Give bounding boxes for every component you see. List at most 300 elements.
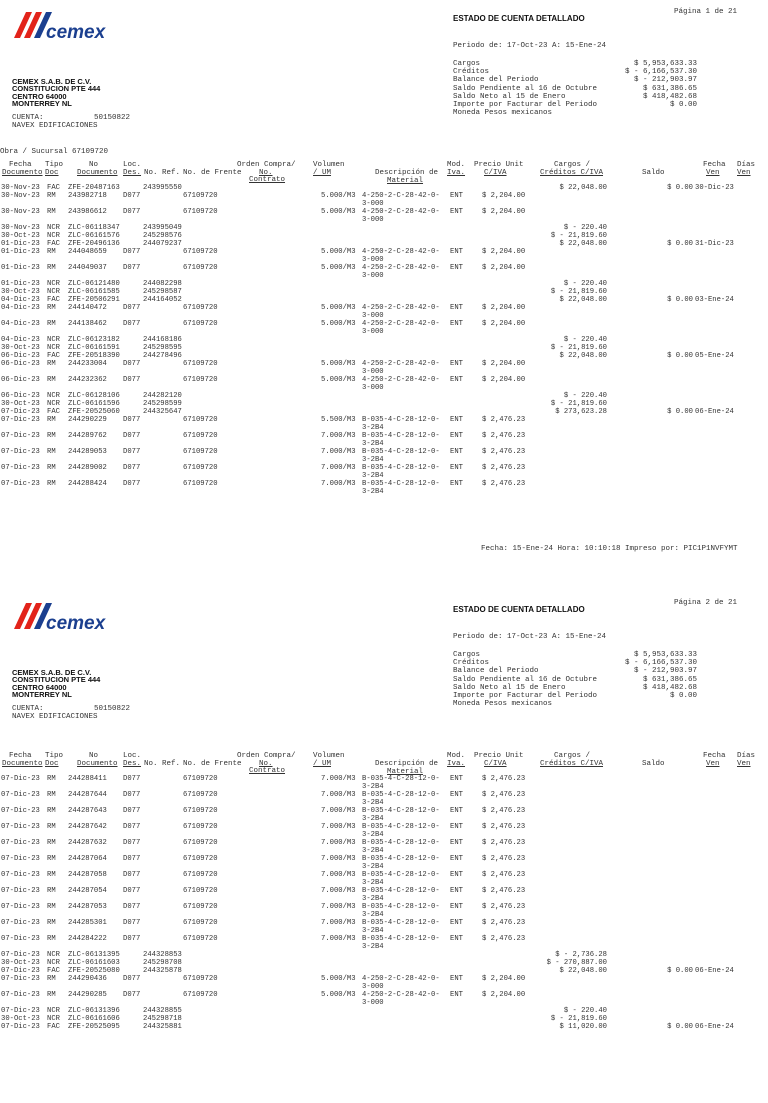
col-header-descripcion	[375, 761, 438, 776]
cell-tipo: FAC	[47, 352, 60, 360]
cell-mod: ENT	[450, 975, 463, 983]
table-row	[0, 320, 768, 336]
table-row	[0, 807, 768, 823]
cell-precio: $ 2,476.23	[482, 432, 526, 440]
company-line: CENTRO 64000	[12, 91, 67, 101]
cell-desc: B-035-4-C-28-12-0-3-2B4	[362, 416, 440, 432]
cell-precio: $ 2,204.00	[482, 975, 526, 983]
header-text: Iva.	[447, 168, 466, 177]
cell-no: 244288411	[68, 775, 107, 783]
cell-tipo: RM	[47, 991, 56, 999]
cell-precio: $ 2,476.23	[482, 807, 526, 815]
cell-desc: 4-250-2-C-28-42-0-3-000	[362, 320, 440, 336]
company-line: CEMEX S.A.B. DE C.V.	[12, 668, 92, 677]
table-row	[0, 919, 768, 935]
summary-value: $ 418,482.68	[642, 683, 697, 692]
cell-fecha: 30-Nov-23	[1, 208, 40, 216]
header-text: Tipo	[45, 752, 64, 760]
header-text: / UM	[313, 759, 332, 768]
cell-cargos: $ - 21,819.60	[550, 232, 607, 240]
cell-ref: 244168186	[143, 336, 182, 344]
table-row	[0, 1024, 768, 1032]
cell-cargos: $ 22,048.00	[559, 296, 607, 304]
account-label: CUENTA:	[12, 114, 44, 122]
cell-tipo: NCR	[47, 1015, 60, 1023]
cell-precio: $ 2,204.00	[482, 208, 526, 216]
header-text: Fecha	[9, 161, 32, 169]
cell-precio: $ 2,204.00	[482, 304, 526, 312]
table-row	[0, 975, 768, 991]
cell-precio: $ 2,476.23	[482, 416, 526, 424]
header-text: No. Ref.	[144, 169, 181, 177]
cell-loc: D077	[123, 432, 141, 440]
header-text: C/IVA	[484, 168, 507, 177]
cell-mod: ENT	[450, 855, 463, 863]
cell-loc: D077	[123, 480, 141, 488]
header-text: Contrato	[249, 767, 286, 775]
cell-tipo: RM	[47, 432, 56, 440]
cell-tipo: NCR	[47, 400, 60, 408]
header-text: Fecha	[703, 161, 726, 169]
cell-desc: B-035-4-C-28-12-0-3-2B4	[362, 464, 440, 480]
company-line: MONTERREY NL	[12, 99, 72, 109]
cell-desc: 4-250-2-C-28-42-0-3-000	[362, 304, 440, 320]
cell-precio: $ 2,476.23	[482, 887, 526, 895]
svg-text:cemex: cemex	[46, 22, 106, 43]
cell-vol: 7.000/M3	[321, 871, 356, 879]
cell-fecha: 07-Dic-23	[1, 887, 40, 895]
summary-label: Importe por Facturar del Periodo	[453, 692, 598, 701]
cell-fecha: 07-Dic-23	[1, 935, 40, 943]
cell-desc: 4-250-2-C-28-42-0-3-000	[362, 248, 440, 264]
cell-mod: ENT	[450, 248, 463, 256]
cell-vol: 5.000/M3	[321, 192, 356, 200]
cell-cargos: $ - 270,887.00	[546, 959, 607, 967]
cell-cargos: $ - 2,736.28	[555, 951, 607, 959]
header-text: Descripción de	[375, 169, 439, 177]
cell-frente: 67109720	[183, 464, 218, 472]
cell-ref: 244082298	[143, 280, 182, 288]
cell-mod: ENT	[450, 464, 463, 472]
summary-label: Cargos	[453, 651, 481, 659]
cell-fecha: 07-Dic-23	[1, 871, 40, 879]
cell-tipo: RM	[47, 264, 56, 272]
cell-fecha: 30-Nov-23	[1, 184, 40, 192]
header-text: No	[89, 752, 99, 760]
col-header-fecha-ven	[703, 162, 726, 177]
cell-mod: ENT	[450, 480, 463, 488]
cell-loc: D077	[123, 264, 141, 272]
cell-no: 244287642	[68, 823, 107, 831]
cell-ref: 245298718	[143, 1015, 182, 1023]
cemex-logo-icon	[12, 8, 122, 42]
header-text: Saldo	[642, 169, 665, 177]
cell-mod: ENT	[450, 839, 463, 847]
cell-precio: $ 2,476.23	[482, 871, 526, 879]
cell-tipo: RM	[47, 919, 56, 927]
cell-tipo: RM	[47, 416, 56, 424]
cell-precio: $ 2,204.00	[482, 376, 526, 384]
table-row	[0, 935, 768, 951]
cell-fecha: 07-Dic-23	[1, 1007, 40, 1015]
header-text: Precio Unit	[474, 161, 524, 169]
cell-tipo: RM	[47, 360, 56, 368]
cell-frente: 67109720	[183, 208, 218, 216]
col-header-fecha	[2, 162, 43, 177]
cell-mod: ENT	[450, 432, 463, 440]
cell-precio: $ 2,476.23	[482, 919, 526, 927]
cell-fecha: 01-Dic-23	[1, 248, 40, 256]
cell-precio: $ 2,476.23	[482, 448, 526, 456]
cell-frente: 67109720	[183, 248, 218, 256]
cell-tipo: NCR	[47, 344, 60, 352]
cell-fecha: 06-Dic-23	[1, 360, 40, 368]
cell-frente: 67109720	[183, 775, 218, 783]
cell-no: 244289002	[68, 464, 107, 472]
summary-value: $ 0.00	[669, 692, 697, 701]
cell-mod: ENT	[450, 775, 463, 783]
header-text: Ven	[737, 759, 751, 768]
cell-mod: ENT	[450, 935, 463, 943]
company-line: CONSTITUCION PTE 444	[12, 675, 101, 685]
cell-fecha: 07-Dic-23	[1, 416, 40, 424]
cell-no: 244287053	[68, 903, 107, 911]
cell-tipo: RM	[47, 975, 56, 983]
cell-tipo: RM	[47, 935, 56, 943]
cell-no: 244138462	[68, 320, 107, 328]
summary-label: Balance del Periodo	[453, 76, 539, 85]
table-row	[0, 248, 768, 264]
cell-tipo: RM	[47, 807, 56, 815]
cell-mod: ENT	[450, 887, 463, 895]
summary-label: Moneda Pesos mexicanos	[453, 109, 553, 118]
cell-fecha: 07-Dic-23	[1, 480, 40, 488]
summary-value: $ - 6,166,537.30	[624, 659, 697, 668]
cell-tipo: RM	[47, 192, 56, 200]
cell-precio: $ 2,204.00	[482, 991, 526, 999]
cell-fecha: 30-Oct-23	[1, 959, 40, 967]
col-header-cargos	[540, 162, 603, 177]
company-line: CEMEX S.A.B. DE C.V.	[12, 77, 92, 86]
cell-desc: B-035-4-C-28-12-0-3-2B4	[362, 903, 440, 919]
cell-loc: D077	[123, 360, 141, 368]
cell-saldo: $ 0.00	[667, 408, 693, 416]
col-header-orden-compra	[237, 753, 296, 776]
table-row	[0, 823, 768, 839]
header-text: Loc.	[123, 752, 142, 760]
header-text: Ven	[706, 759, 720, 768]
col-header-mod-iva	[447, 162, 465, 177]
cell-precio: $ 2,476.23	[482, 839, 526, 847]
cell-fecha: 04-Dic-23	[1, 336, 40, 344]
cell-cargos: $ 11,020.00	[559, 1023, 607, 1031]
cell-fecha: 30-Oct-23	[1, 400, 40, 408]
cell-frente: 67109720	[183, 360, 218, 368]
cell-vol: 7.000/M3	[321, 807, 356, 815]
cell-tipo: NCR	[47, 336, 60, 344]
cell-tipo: RM	[47, 208, 56, 216]
cell-desc: 4-250-2-C-28-42-0-3-000	[362, 975, 440, 991]
cell-tipo: RM	[47, 871, 56, 879]
header-text: Descripción de	[375, 760, 439, 768]
cell-mod: ENT	[450, 448, 463, 456]
cell-vol: 5.000/M3	[321, 208, 356, 216]
header-text: Ven	[737, 168, 751, 177]
cell-vol: 7.000/M3	[321, 823, 356, 831]
cell-desc: B-035-4-C-28-12-0-3-2B4	[362, 855, 440, 871]
col-header-dias-ven	[737, 162, 755, 177]
cell-no: ZLC-06161585	[68, 288, 120, 296]
header-text: Días	[737, 752, 756, 760]
cell-vol: 5.500/M3	[321, 416, 356, 424]
cell-fecha: 30-Nov-23	[1, 192, 40, 200]
cell-mod: ENT	[450, 208, 463, 216]
col-header-volumen	[313, 162, 345, 177]
cell-loc: D077	[123, 839, 141, 847]
cell-desc: B-035-4-C-28-12-0-3-2B4	[362, 871, 440, 887]
cell-tipo: RM	[47, 464, 56, 472]
summary-values	[560, 60, 697, 109]
col-header-dias-ven	[737, 753, 755, 768]
cell-vol: 7.000/M3	[321, 775, 356, 783]
cell-ref: 245298595	[143, 344, 182, 352]
col-header-no-frente	[183, 170, 242, 178]
cell-no: 244284222	[68, 935, 107, 943]
cell-tipo: NCR	[47, 1007, 60, 1015]
header-text: Fecha	[9, 752, 32, 760]
summary-value: $ 418,482.68	[642, 92, 697, 101]
cell-mod: ENT	[450, 807, 463, 815]
cell-tipo: NCR	[47, 392, 60, 400]
cell-no: ZLC-06128106	[68, 392, 120, 400]
cell-tipo: NCR	[47, 224, 60, 232]
statement-page	[0, 591, 768, 1103]
cell-loc: D077	[123, 464, 141, 472]
cell-ref: 245298576	[143, 232, 182, 240]
print-footer: Fecha: 15-Ene-24 Hora: 10:10:18 Impreso por: PIC1P1NVFYMT	[481, 545, 738, 553]
cell-tipo: RM	[47, 376, 56, 384]
cell-vol: 7.000/M3	[321, 935, 356, 943]
cell-fecha: 07-Dic-23	[1, 1023, 40, 1031]
table-row	[0, 448, 768, 464]
col-header-fecha-ven	[703, 753, 726, 768]
account-number: 50150822	[94, 705, 131, 713]
cell-fecha: 30-Oct-23	[1, 344, 40, 352]
cell-desc: B-035-4-C-28-12-0-3-2B4	[362, 432, 440, 448]
cell-cargos: $ 22,048.00	[559, 184, 607, 192]
col-header-precio-unit	[474, 753, 524, 768]
cell-tipo: FAC	[47, 967, 60, 975]
cell-tipo: RM	[47, 791, 56, 799]
cell-tipo: RM	[47, 823, 56, 831]
summary-value: $ 631,386.65	[642, 675, 697, 684]
cell-fven: 31-Dic-23	[695, 240, 734, 248]
cell-fecha: 01-Dic-23	[1, 240, 40, 248]
cell-ref: 245298587	[143, 288, 182, 296]
cell-frente: 67109720	[183, 975, 218, 983]
summary-label: Moneda Pesos mexicanos	[453, 700, 553, 709]
cell-vol: 5.000/M3	[321, 248, 356, 256]
cell-loc: D077	[123, 192, 141, 200]
table-row	[0, 264, 768, 280]
cell-mod: ENT	[450, 376, 463, 384]
cell-cargos: $ 22,048.00	[559, 240, 607, 248]
header-text: Créditos C/IVA	[540, 759, 604, 768]
cell-loc: D077	[123, 975, 141, 983]
cell-desc: 4-250-2-C-28-42-0-3-000	[362, 192, 440, 208]
account-block	[12, 705, 130, 721]
summary-label: Balance del Periodo	[453, 667, 539, 676]
header-text: Volumen	[313, 161, 345, 169]
cell-no: 244289053	[68, 448, 107, 456]
cell-frente: 67109720	[183, 839, 218, 847]
cell-fecha: 07-Dic-23	[1, 991, 40, 999]
statement-title: ESTADO DE CUENTA DETALLADO	[453, 14, 585, 23]
cell-fven: 06-Ene-24	[695, 1023, 734, 1031]
cell-tipo: RM	[47, 903, 56, 911]
cell-no: ZLC-06123182	[68, 336, 120, 344]
cell-tipo: NCR	[47, 959, 60, 967]
cell-no: 244287054	[68, 887, 107, 895]
col-header-no-ref	[144, 761, 180, 769]
col-header-saldo	[642, 170, 665, 178]
header-text: No. de Frente	[183, 169, 242, 177]
cell-frente: 67109720	[183, 807, 218, 815]
cell-no: ZFE-20525080	[68, 967, 120, 975]
period-range: Periodo de: 17-Oct-23 A: 15-Ene-24	[453, 633, 607, 641]
cell-saldo: $ 0.00	[667, 352, 693, 360]
header-text: Iva.	[447, 759, 466, 768]
cell-ref: 244079237	[143, 240, 182, 248]
cell-desc: B-035-4-C-28-12-0-3-2B4	[362, 775, 440, 791]
cell-desc: B-035-4-C-28-12-0-3-2B4	[362, 839, 440, 855]
cell-no: 244290285	[68, 991, 107, 999]
cell-vol: 7.000/M3	[321, 919, 356, 927]
cell-vol: 5.000/M3	[321, 360, 356, 368]
table-row	[0, 887, 768, 903]
cell-frente: 67109720	[183, 264, 218, 272]
cell-fecha: 04-Dic-23	[1, 320, 40, 328]
header-text: Créditos C/IVA	[540, 168, 604, 177]
cell-vol: 7.000/M3	[321, 855, 356, 863]
table-row	[0, 903, 768, 919]
header-text: Documento	[2, 759, 43, 768]
cell-fecha: 07-Dic-23	[1, 791, 40, 799]
cell-cargos: $ - 21,819.60	[550, 400, 607, 408]
cell-no: 244048659	[68, 248, 107, 256]
header-text: No. de Frente	[183, 760, 242, 768]
cell-ref: 244328855	[143, 1007, 182, 1015]
cell-no: ZFE-20525095	[68, 1023, 120, 1031]
cell-desc: B-035-4-C-28-12-0-3-2B4	[362, 791, 440, 807]
cell-fecha: 06-Dic-23	[1, 352, 40, 360]
cell-frente: 67109720	[183, 416, 218, 424]
cell-loc: D077	[123, 855, 141, 863]
cell-precio: $ 2,476.23	[482, 775, 526, 783]
cell-frente: 67109720	[183, 304, 218, 312]
cell-desc: 4-250-2-C-28-42-0-3-000	[362, 376, 440, 392]
cell-cargos: $ - 21,819.60	[550, 1015, 607, 1023]
cell-desc: 4-250-2-C-28-42-0-3-000	[362, 991, 440, 1007]
cell-desc: B-035-4-C-28-12-0-3-2B4	[362, 935, 440, 951]
cell-loc: D077	[123, 775, 141, 783]
col-header-fecha	[2, 753, 43, 768]
cell-no: ZLC-06121480	[68, 280, 120, 288]
cell-tipo: RM	[47, 839, 56, 847]
cell-ref: 243995550	[143, 184, 182, 192]
col-header-no-ref	[144, 170, 180, 178]
cell-frente: 67109720	[183, 991, 218, 999]
cell-vol: 5.000/M3	[321, 264, 356, 272]
cell-cargos: $ - 220.40	[563, 224, 607, 232]
cell-tipo: FAC	[47, 408, 60, 416]
cell-no: ZFE-20496136	[68, 240, 120, 248]
table-row	[0, 775, 768, 791]
header-text: No. Ref.	[144, 760, 181, 768]
cell-mod: ENT	[450, 823, 463, 831]
cell-vol: 7.000/M3	[321, 432, 356, 440]
header-text: Orden Compra/	[237, 752, 296, 760]
cell-no: ZFE-20506291	[68, 296, 120, 304]
summary-value: $ - 6,166,537.30	[624, 68, 697, 77]
cell-precio: $ 2,476.23	[482, 855, 526, 863]
header-text: Fecha	[703, 752, 726, 760]
cell-mod: ENT	[450, 416, 463, 424]
cell-fecha: 07-Dic-23	[1, 951, 40, 959]
summary-label: Saldo Pendiente al 16 de Octubre	[453, 675, 598, 684]
cell-ref: 244164052	[143, 296, 182, 304]
cell-frente: 67109720	[183, 887, 218, 895]
cell-fecha: 01-Dic-23	[1, 264, 40, 272]
cell-fecha: 07-Dic-23	[1, 919, 40, 927]
cell-no: 244288424	[68, 480, 107, 488]
page-number: Página 1 de 21	[674, 8, 738, 16]
cemex-logo-icon	[12, 599, 122, 633]
header-text: Mod.	[447, 752, 466, 760]
client-name: NAVEX EDIFICACIONES	[12, 713, 98, 721]
cell-mod: ENT	[450, 304, 463, 312]
cell-mod: ENT	[450, 360, 463, 368]
cell-tipo: FAC	[47, 184, 60, 192]
cell-loc: D077	[123, 935, 141, 943]
cell-tipo: RM	[47, 448, 56, 456]
cell-loc: D077	[123, 791, 141, 799]
cell-cargos: $ 273,623.28	[555, 408, 607, 416]
table-row	[0, 376, 768, 392]
cell-cargos: $ - 21,819.60	[550, 288, 607, 296]
cell-no: 244289762	[68, 432, 107, 440]
cell-desc: B-035-4-C-28-12-0-3-2B4	[362, 919, 440, 935]
col-header-no-documento	[77, 753, 118, 768]
cell-ref: 244282120	[143, 392, 182, 400]
period-range: Periodo de: 17-Oct-23 A: 15-Ene-24	[453, 42, 607, 50]
header-text: Doc	[45, 168, 59, 177]
col-header-orden-compra	[237, 162, 296, 185]
cell-no: 244140472	[68, 304, 107, 312]
cell-desc: B-035-4-C-28-12-0-3-2B4	[362, 448, 440, 464]
cell-fecha: 07-Dic-23	[1, 464, 40, 472]
cell-loc: D077	[123, 887, 141, 895]
cell-cargos: $ 22,048.00	[559, 352, 607, 360]
cell-no: ZLC-06161596	[68, 400, 120, 408]
col-header-descripcion	[375, 170, 438, 185]
header-text: Cargos /	[554, 161, 591, 169]
cell-frente: 67109720	[183, 320, 218, 328]
cell-tipo: NCR	[47, 280, 60, 288]
cell-mod: ENT	[450, 264, 463, 272]
cell-mod: ENT	[450, 791, 463, 799]
company-address	[12, 78, 100, 108]
